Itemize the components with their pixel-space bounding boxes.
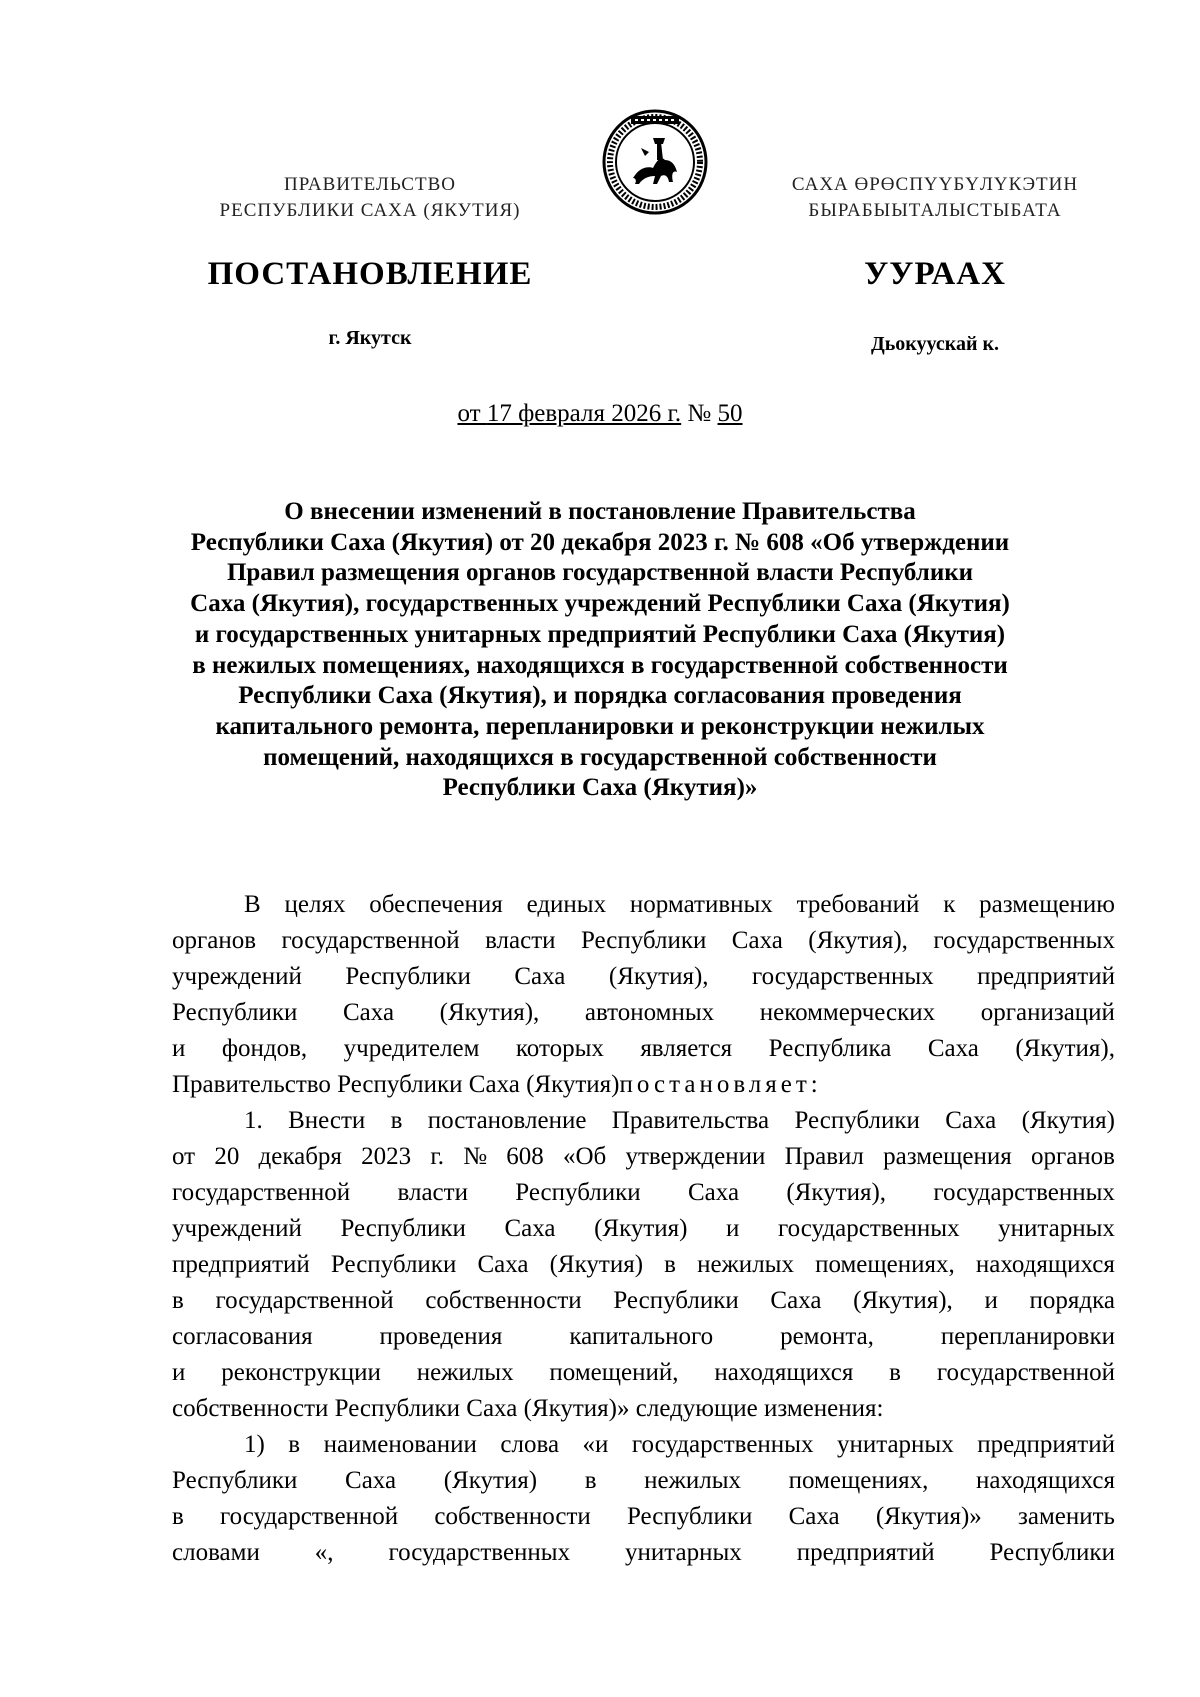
number-label: № [681, 400, 718, 427]
body-line: учреждений Республики Саха (Якутия) и государственных унитарных [172, 1215, 1115, 1242]
document-body [172, 887, 1115, 1571]
title-line: и государственных унитарных предприятий Республики Саха (Якутия) [194, 620, 1006, 648]
body-line: 1) в наименовании слова «и государственных унитарных предприятий [244, 1431, 1115, 1458]
body-line: словами «, государственных унитарных предприятий Республики [172, 1539, 1115, 1566]
body-line: государственной власти Республики Саха (Якутия), государственных [172, 1179, 1115, 1206]
title-line: помещений, находящихся в государственной собственности [263, 743, 937, 771]
decree-word: постановляет: [619, 1071, 822, 1098]
city-right: Дьокуускай к. [870, 333, 1000, 355]
header-right-line1: САХА ӨРӨСПҮҮБҮЛҮКЭТИН [791, 174, 1079, 195]
title-line: О внесении изменений в постановление Правительства [284, 498, 916, 525]
header-right-org [735, 172, 1135, 224]
body-line: предприятий Республики Саха (Якутия) в нежилых помещениях, находящихся [172, 1251, 1115, 1278]
title-line: Республики Саха (Якутия) от 20 декабря 2023 г. № 608 «Об утверждении [190, 528, 1010, 556]
title-line: Саха (Якутия), государственных учреждений Республики Саха (Якутия) [190, 590, 1010, 618]
body-line: В целях обеспечения единых нормативных требований к размещению [244, 891, 1115, 918]
body-text: Правительство Республики Саха (Якутия) [172, 1071, 620, 1098]
header-left-line2: РЕСПУБЛИКИ САХА (ЯКУТИЯ) [219, 200, 521, 221]
date-number-line [0, 400, 1200, 428]
body-line: и фондов, учредителем которых является Республика Саха (Якутия), [172, 1035, 1115, 1062]
header-left-org [170, 172, 570, 224]
body-line-last [172, 1067, 1115, 1103]
coat-of-arms-emblem-icon [601, 108, 709, 216]
body-line: Республики Саха (Якутия) в нежилых помещениях, находящихся [172, 1467, 1115, 1494]
body-line: органов государственной власти Республики Саха (Якутия), государственных [172, 927, 1115, 954]
document-number: 50 [717, 400, 743, 427]
title-line: Правил размещения органов государственной власти Республики [226, 559, 974, 587]
body-line: от 20 декабря 2023 г. № 608 «Об утверждении Правил размещения органов [172, 1143, 1115, 1170]
body-line: Республики Саха (Якутия), автономных некоммерческих организаций [172, 999, 1115, 1026]
title-line: Республики Саха (Якутия)» [442, 774, 758, 802]
date-prefix: от [457, 400, 487, 427]
doc-type-left: ПОСТАНОВЛЕНИЕ [207, 256, 533, 292]
city-left: г. Якутск [328, 327, 412, 349]
body-line: и реконструкции нежилых помещений, находящихся в государственной [172, 1359, 1115, 1386]
body-line: согласования проведения капитального ремонта, перепланировки [172, 1323, 1115, 1350]
body-line: собственности Республики Саха (Якутия)» следующие изменения: [172, 1395, 884, 1422]
body-line: в государственной собственности Республики Саха (Якутия), и порядка [172, 1287, 1115, 1314]
title-line: Республики Саха (Якутия), и порядка согласования проведения [238, 682, 962, 710]
doc-type-right: УУРААХ [864, 256, 1006, 292]
header-right-line2: БЫРАБЫЫТАЛЫСТЫБАТА [808, 200, 1062, 221]
title-line: капитального ремонта, перепланировки и реконструкции нежилых [215, 712, 985, 740]
body-line: 1. Внести в постановление Правительства Республики Саха (Якутия) [244, 1107, 1115, 1134]
title-line: в нежилых помещениях, находящихся в государственной собственности [192, 651, 1008, 679]
document-title [160, 497, 1040, 804]
body-line: учреждений Республики Саха (Якутия), государственных предприятий [172, 963, 1115, 990]
body-line: в государственной собственности Республики Саха (Якутия)» заменить [172, 1503, 1115, 1530]
document-date: 17 февраля 2026 г. [486, 400, 682, 427]
header-left-line1: ПРАВИТЕЛЬСТВО [284, 174, 456, 195]
